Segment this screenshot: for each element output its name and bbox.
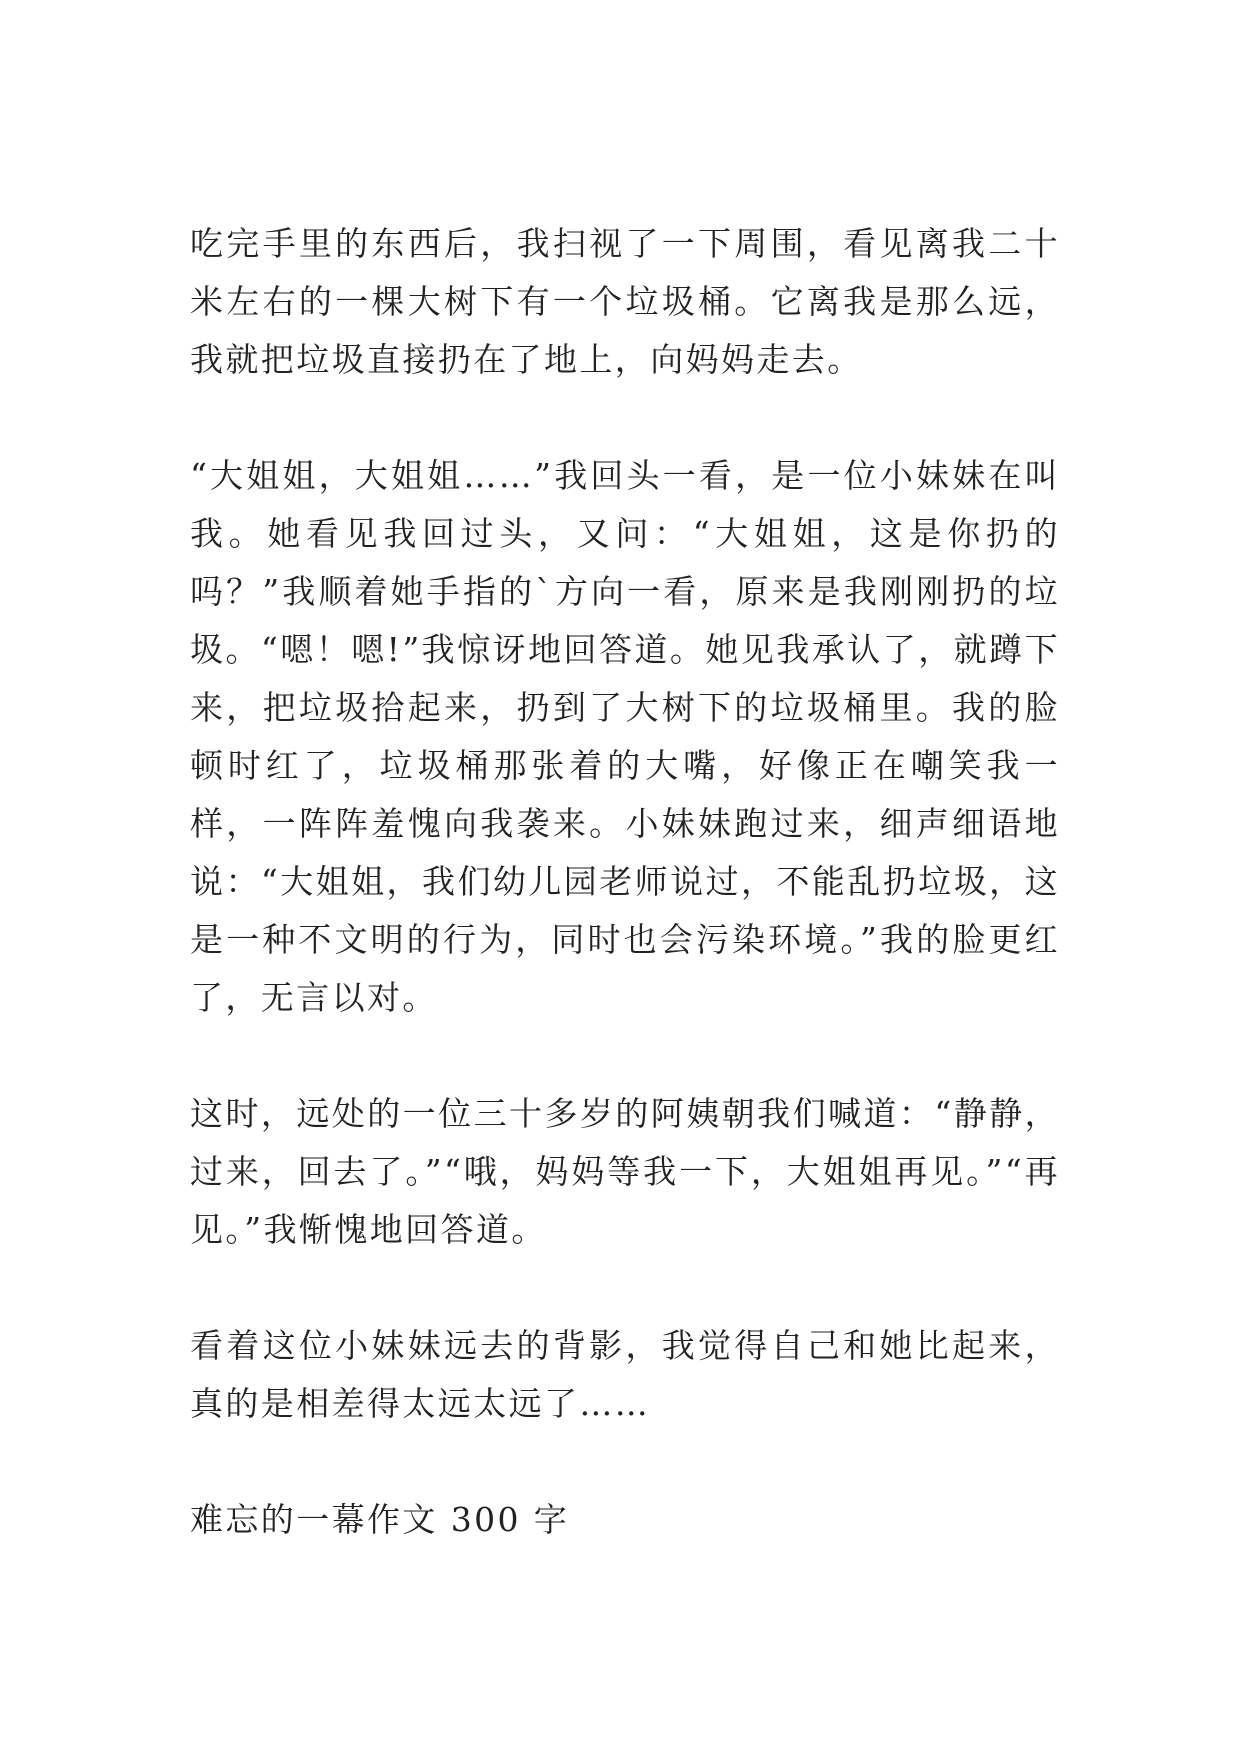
- paragraph-2: “大姐姐，大姐姐……”我回头一看，是一位小妹妹在叫我。她看见我回过头，又问：“大姐姐，这是你扔的吗？”我顺着她手指的`方向一看，原来是我刚刚扔的垃圾。“嗯！嗯!”我惊讶地回答道。她见我承认了，就蹲下来，把垃圾拾起来，扔到了大树下的垃圾桶里。我的脸顿时红了，垃圾桶那张着的大嘴，好像正在嘲笑我一样，一阵阵羞愧向我袭来。小妹妹跑过来，细声细语地说：“大姐姐，我们幼儿园老师说过，不能乱扔垃圾，这是一种不文明的行为，同时也会污染环境。”我的脸更红了，无言以对。: [190, 456, 1060, 1017]
- section-title: 难忘的一幕作文 300 字: [190, 1500, 570, 1539]
- document-body: [190, 215, 1060, 1549]
- paragraph-4: 看着这位小妹妹远去的背影，我觉得自己和她比起来，真的是相差得太远太远了……: [190, 1326, 1060, 1423]
- paragraph-1: 吃完手里的东西后，我扫视了一下周围，看见离我二十米左右的一棵大树下有一个垃圾桶。它离我是那么远，我就把垃圾直接扔在了地上，向妈妈走去。: [190, 224, 1060, 379]
- paragraph-3: 这时，远处的一位三十多岁的阿姨朝我们喊道：“静静，过来，回去了。”“哦，妈妈等我一下，大姐姐再见。”“再见。”我惭愧地回答道。: [190, 1094, 1060, 1249]
